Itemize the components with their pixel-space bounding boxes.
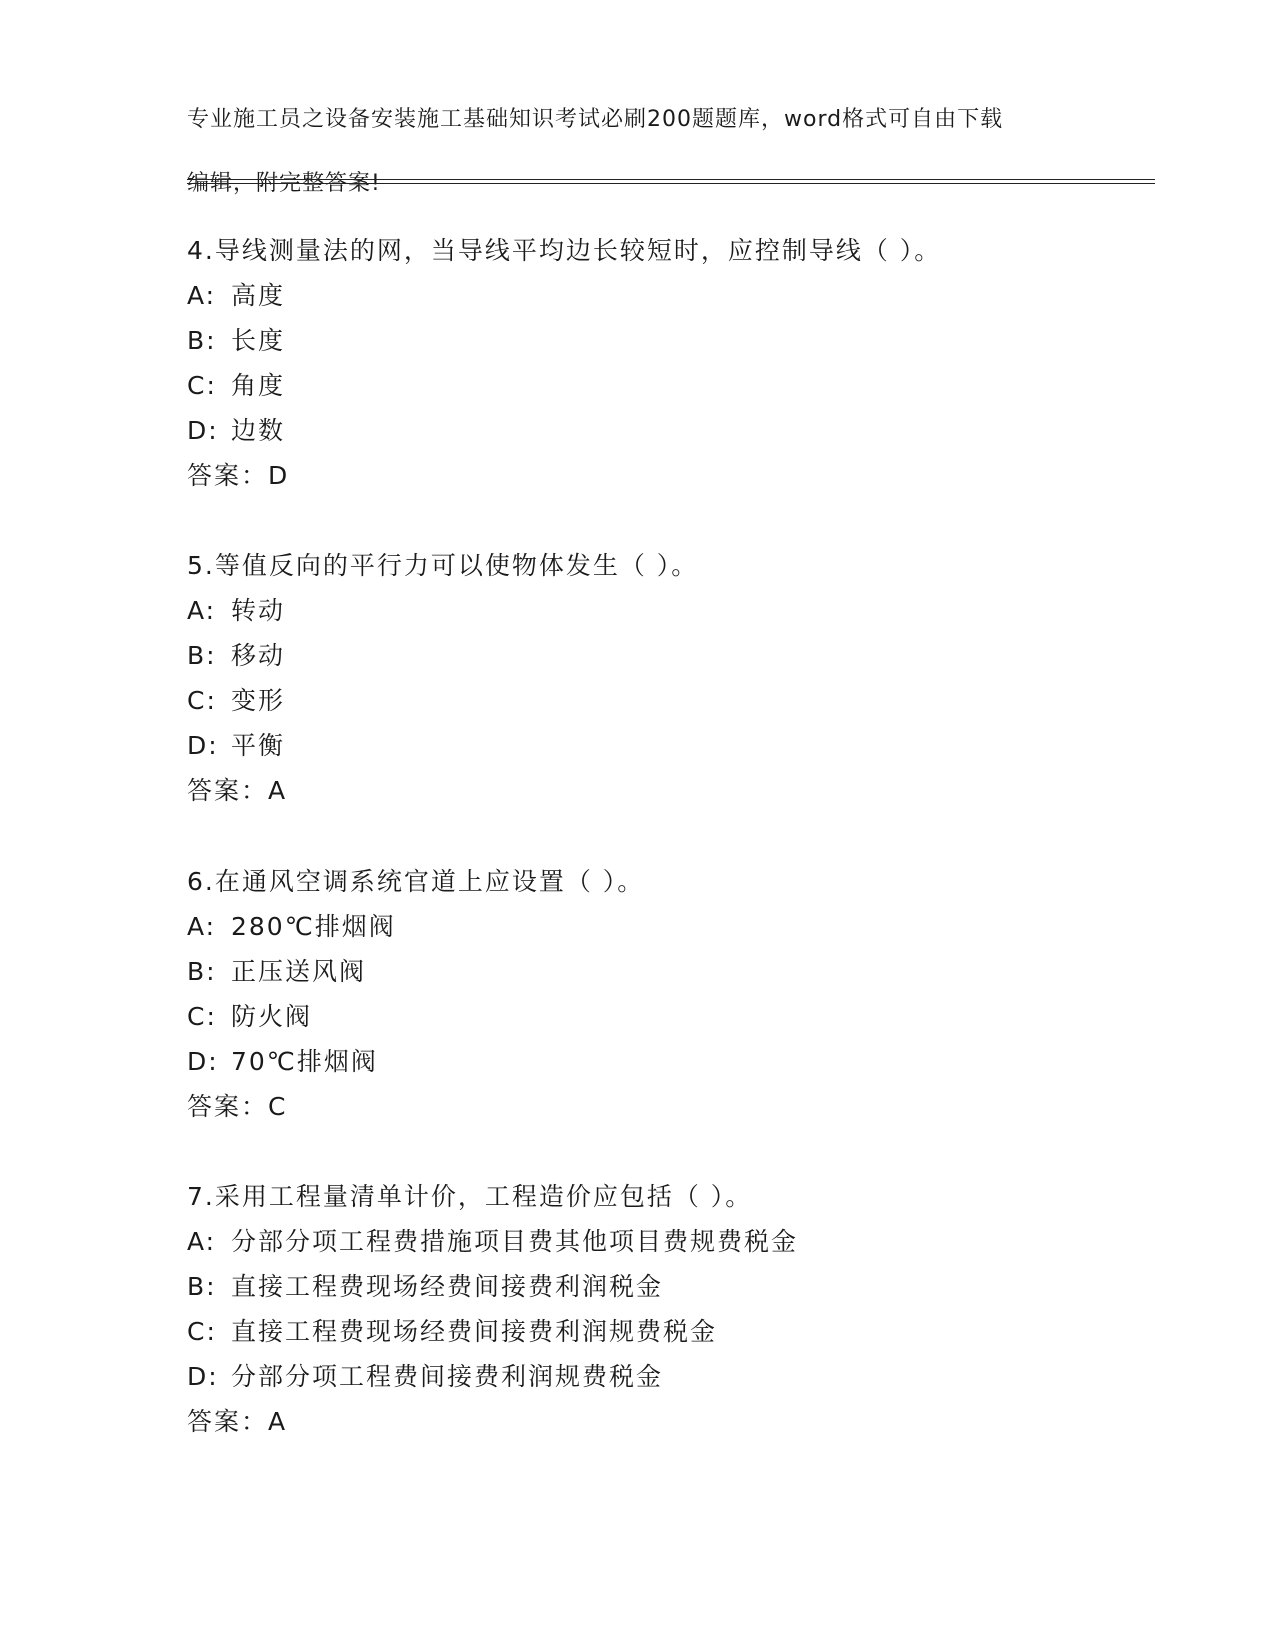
option-letter: B: xyxy=(187,957,217,986)
option-letter: B: xyxy=(187,326,217,355)
answer-label: 答案： xyxy=(187,461,269,490)
option-d xyxy=(187,729,1147,763)
option-b xyxy=(187,955,1147,989)
option-letter: A: xyxy=(187,281,217,310)
question-block xyxy=(187,549,1147,808)
option-c xyxy=(187,684,1147,718)
option-c xyxy=(187,1315,1147,1349)
answer-line xyxy=(187,774,1147,808)
option-letter: D: xyxy=(187,1362,219,1391)
option-c xyxy=(187,1000,1147,1034)
answer-value: A xyxy=(268,776,287,805)
question-block xyxy=(187,865,1147,1124)
option-text: 直接工程费现场经费间接费利润税金 xyxy=(231,1272,664,1301)
answer-value: A xyxy=(268,1407,287,1436)
option-text: 长度 xyxy=(231,326,286,355)
answer-label: 答案： xyxy=(187,776,269,805)
answer-value: C xyxy=(268,1092,287,1121)
header-divider-top xyxy=(187,179,1155,180)
question-title: 7.采用工程量清单计价，工程造价应包括（ ）。 xyxy=(187,1182,753,1211)
option-a xyxy=(187,594,1147,628)
option-text: 正压送风阀 xyxy=(231,957,367,986)
option-letter: A: xyxy=(187,912,217,941)
option-text: 直接工程费现场经费间接费利润规费税金 xyxy=(231,1317,718,1346)
question-title: 4.导线测量法的网，当导线平均边长较短时，应控制导线（ ）。 xyxy=(187,236,942,265)
question-block xyxy=(187,1180,1147,1439)
option-d xyxy=(187,414,1147,448)
option-letter: A: xyxy=(187,596,217,625)
answer-line xyxy=(187,1090,1147,1124)
option-text: 移动 xyxy=(231,641,286,670)
option-d xyxy=(187,1360,1147,1394)
option-text: 边数 xyxy=(231,416,286,445)
option-text: 转动 xyxy=(231,596,286,625)
answer-label: 答案： xyxy=(187,1407,269,1436)
option-letter: B: xyxy=(187,641,217,670)
option-letter: C: xyxy=(187,686,217,715)
option-text: 角度 xyxy=(231,371,286,400)
option-c xyxy=(187,369,1147,403)
option-text: 平衡 xyxy=(231,731,286,760)
document-header xyxy=(187,72,1087,232)
option-d xyxy=(187,1045,1147,1079)
header-divider-bottom xyxy=(187,183,1155,184)
option-b xyxy=(187,639,1147,673)
option-text: 高度 xyxy=(231,281,286,310)
option-letter: C: xyxy=(187,1317,217,1346)
option-text: 分部分项工程费间接费利润规费税金 xyxy=(231,1362,664,1391)
option-text: 防火阀 xyxy=(231,1002,313,1031)
option-text: 70℃排烟阀 xyxy=(231,1047,378,1076)
option-letter: D: xyxy=(187,416,219,445)
option-letter: C: xyxy=(187,371,217,400)
option-letter: C: xyxy=(187,1002,217,1031)
answer-label: 答案： xyxy=(187,1092,269,1121)
option-text: 变形 xyxy=(231,686,286,715)
question-block xyxy=(187,234,1147,493)
header-line-2: 编辑，附完整答案! xyxy=(187,171,381,196)
option-letter: D: xyxy=(187,731,219,760)
header-line-1: 专业施工员之设备安装施工基础知识考试必刷200题题库，word格式可自由下载 xyxy=(187,107,1004,132)
question-title: 5.等值反向的平行力可以使物体发生（ ）。 xyxy=(187,551,699,580)
option-a xyxy=(187,1225,1147,1259)
option-letter: A: xyxy=(187,1227,217,1256)
answer-line xyxy=(187,1405,1147,1439)
option-letter: D: xyxy=(187,1047,219,1076)
option-b xyxy=(187,1270,1147,1304)
option-a xyxy=(187,279,1147,313)
answer-value: D xyxy=(268,461,289,490)
option-letter: B: xyxy=(187,1272,217,1301)
option-b xyxy=(187,324,1147,358)
option-text: 280℃排烟阀 xyxy=(231,912,396,941)
answer-line xyxy=(187,459,1147,493)
option-text: 分部分项工程费措施项目费其他项目费规费税金 xyxy=(231,1227,799,1256)
option-a xyxy=(187,910,1147,944)
question-title: 6.在通风空调系统官道上应设置（ ）。 xyxy=(187,867,645,896)
